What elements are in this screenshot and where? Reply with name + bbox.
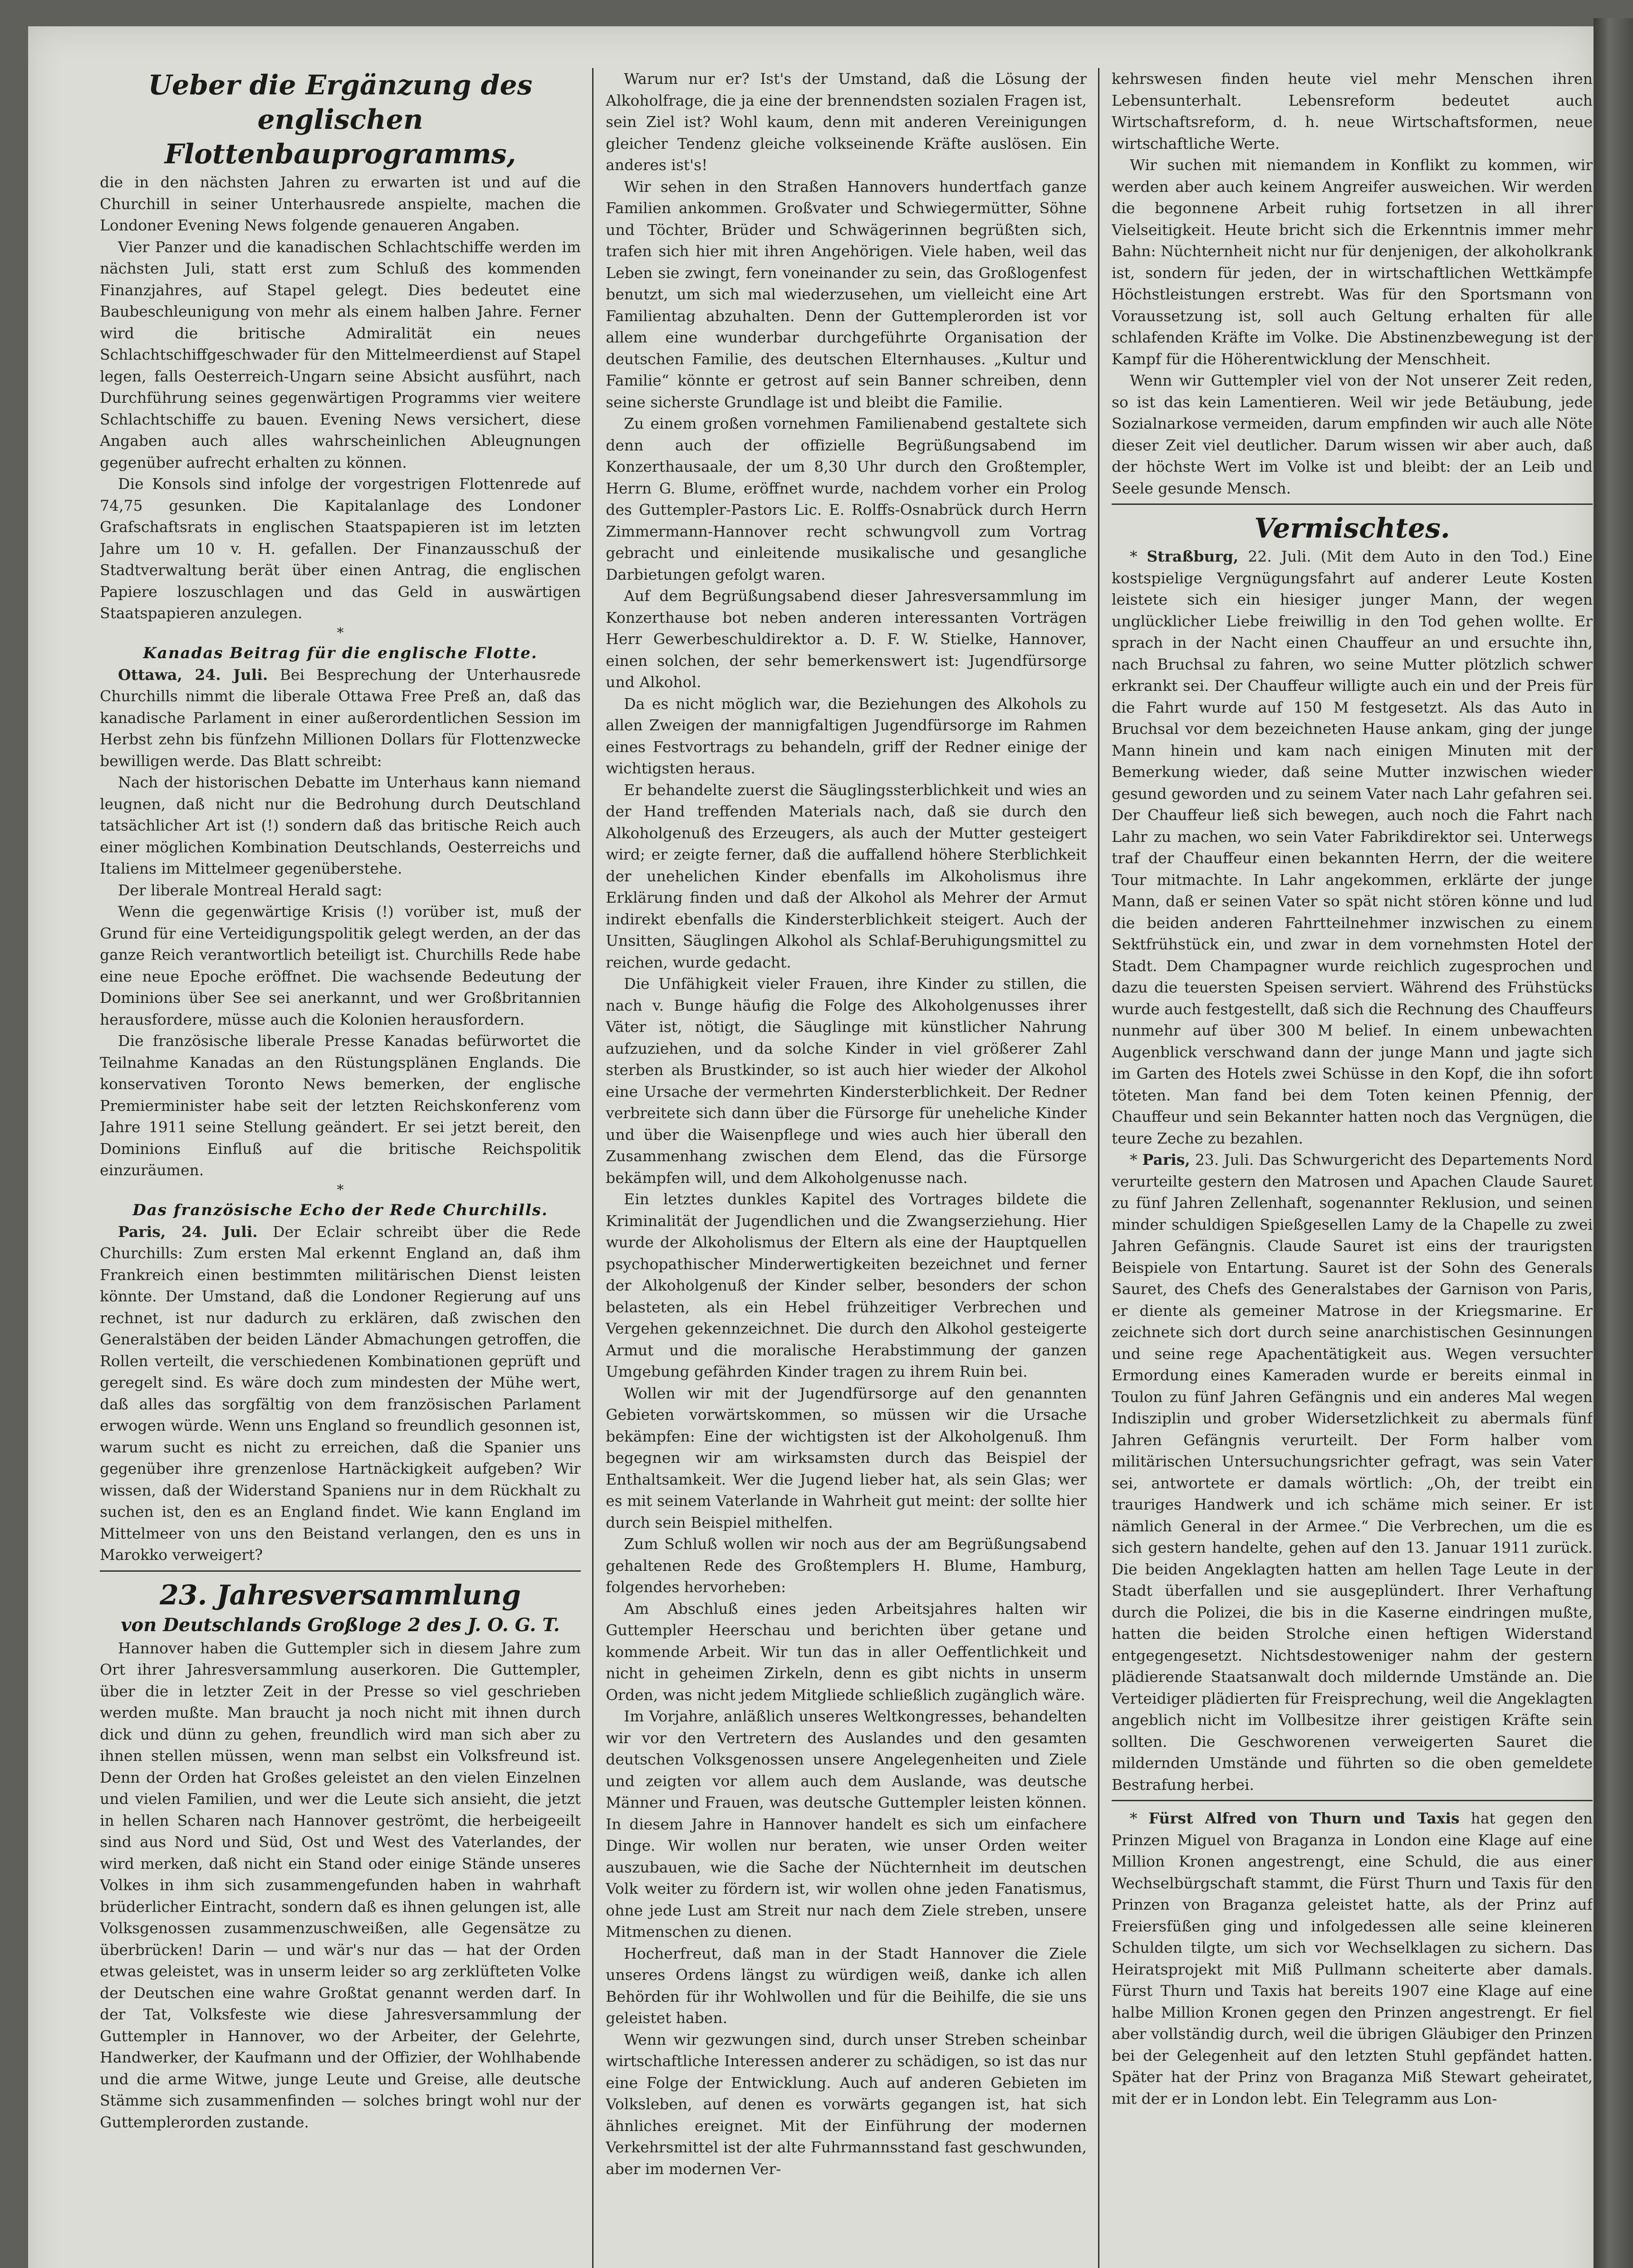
dateline: Paris, 24. Juli.	[118, 1222, 258, 1241]
column-divider	[1098, 68, 1099, 2268]
paragraph: Zum Schluß wollen wir noch aus der am Begrüßungsabend gehaltenen Rede des Großtemplers H. Blume, Hamburg, folgendes hervorheben:	[606, 1535, 1087, 1596]
column-middle	[606, 68, 1087, 2268]
dateline: Ottawa, 24. Juli.	[118, 665, 268, 684]
news-item: * Paris, 23. Juli. Das Schwurgericht des Departements Nord verurteilte gestern den Matrosen und Apachen Claude Sauret zu fünf Jahren Zellenhaft, sogenannter Reklusion, und seinen minder schuldigen Spießgesellen Lamy de la Chapelle zu zwei Jahren Gefängnis. Claude Sauret ist eins der traurigsten Beispiele von Entartung. Sauret ist der Sohn des Generals Sauret, des Chefs des Generalstabes der Garnison von Paris, er diente als gemeiner Matrose in der Kriegsmarine. Er zeichnete sich dort durch seine anarchistischen Gesinnungen und seine rege Apachentätigkeit aus. Wegen versuchter Ermordung eines Kameraden wurde er bereits einmal in Toulon zu fünf Jahren Gefängnis und ein anderes Mal wegen Indisziplin und grober Widersetzlichkeit zu abermals fünf Jahren Gefängnis verurteilt. Der Form halber vom militärischen Untersuchungsrichter gefragt, was sein Vater sei, antwortete er damals wörtlich: „Oh, der treibt ein trauriges Handwerk und ich schäme mich seiner. Er ist nämlich General in der Armee.“ Die Verbrechen, um die es sich gestern handelte, gehen auf den 13. Januar 1911 zurück. Die beiden Angeklagten hatten am hellen Tage Leute in der Stadt überfallen und sie ausgeplündert. Ihrer Verhaftung durch die Polizei, die bis in die Kaserne eindringen mußte, hatten die beiden Strolche einen heftigen Widerstand entgegengesetzt. Nichtsdestoweniger nahm der gestern plädierende Staatsanwalt doch mildernde Umstände an. Die Verteidiger plädierten für Freisprechung, weil die Angeklagten angeblich nicht im Vollbesitze ihrer geistigen Kräfte sein sollten. Die Geschworenen verweigerten Sauret die mildernden Umstände und führten so die oben gemeldete Bestrafung herbei.	[1112, 1151, 1593, 1794]
paragraph: Die Unfähigkeit vieler Frauen, ihre Kinder zu stillen, die nach v. Bunge häufig die Folge des Alkoholgenusses ihrer Väter ist, nötigt, die Säuglinge mit künstlicher Nahrung aufzuziehen, und da solche Kinder in viel größerer Zahl sterben als Brustkinder, so ist auch hier wieder der Alkohol eine Ursache der vermehrten Kindersterblichkeit. Der Redner verbreitete sich dann über die Fürsorge für uneheliche Kinder und über die Waisenpflege und wies auch hier überall den Zusammenhang zwischen dem Elend, das die Fürsorge bekämpfen will, und dem Alkoholgenusse nach.	[606, 975, 1087, 1187]
paragraph: Warum nur er? Ist's der Umstand, daß die Lösung der Alkoholfrage, die ja eine der brennendsten sozialen Fragen ist, sein Ziel ist? Wohl kaum, denn mit anderen Vereinigungen gleicher Tendenz gleiche volkseinende Kräfte auslösen. Ein anderes ist's!	[606, 70, 1087, 174]
paragraph-text: Der Eclair schreibt über die Rede Churchills: Zum ersten Mal erkennt England an, daß ihm Frankreich einen bestimmten militärischen Dienst leisten könnte. Der Umstand, daß die Londoner Regierung auf uns rechnet, ist nur dadurch zu erklären, daß zwischen den Generalstäben der beiden Länder Abmachungen getroffen, die Rollen verteilt, die verschiedenen Kombinationen geprüft und geregelt sind. Es wäre doch zum mindesten der Mühe wert, daß alles das sorgfältig von dem französischen Parlament erwogen würde. Wenn uns England so freundlich gesonnen ist, warum sucht es nicht zu erreichen, daß die Spanier uns gegenüber ihre grenzenlose Hartnäckigkeit aufgeben? Wir wissen, daß der Widerstand Spaniens nur in dem Rückhalt zu suchen ist, den es an England findet. Wie kann England im Mittelmeer von uns den Beistand verlangen, den es uns in Marokko verweigert?	[100, 1222, 581, 1564]
separator-star: *	[337, 625, 344, 641]
paragraph	[100, 1221, 581, 1566]
news-lead: Straßburg,	[1147, 547, 1239, 565]
article-subtitle-grossloge: von Deutschlands Großloge 2 des J. O. G. T.	[121, 1614, 560, 1636]
article-title-kanada: Kanadas Beitrag für die englische Flotte.	[143, 644, 538, 662]
separator-star: *	[337, 1182, 344, 1198]
news-text: 22. Juli. (Mit dem Auto in den Tod.) Eine kostspielige Vergnügungsfahrt auf anderer Leute Kosten leistete sich ein hiesiger junger Mann, der wegen unglücklicher Liebe freiwillig in den Tod gehen wollte. Er sprach in der Nacht einen Chauffeur an und ersuchte ihn, nach Bruchsal zu fahren, wo seine Mutter plötzlich schwer erkrankt sei. Der Chauffeur willigte auch ein und der Preis für die Fahrt wurde auf 150 M festgesetzt. Als das Auto in Bruchsal vor dem bezeichneten Hause ankam, ging der junge Mann hinein und kam nach einigen Minuten mit der Bemerkung wieder, daß seine Mutter inzwischen wieder gesund geworden und zu seinem Vater nach Lahr gefahren sei. Der Chauffeur ließ sich bewegen, auch noch die Fahrt nach Lahr zu machen, wo sein Vater Fabrikdirektor sei. Unterwegs traf der Chauffeur einen bekannten Herrn, der die weitere Tour mitmachte. In Lahr angekommen, erklärte der junge Mann, daß er seinen Vater so spät nicht stören könne und lud die beiden anderen Fahrtteilnehmer inzwischen zu einem Sektfrühstück ein, und zwar in dem vornehmsten Hotel der Stadt. Dem Champagner wurde reichlich zugesprochen und dazu die teuersten Speisen serviert. Während des Frühstücks wurde auch festgestellt, daß sich die Rechnung des Chauffeurs nunmehr auf über 300 M belief. In einem unbewachten Augenblick verschwand dann der junge Mann und jagte sich im Garten des Hotels zwei Schüsse in den Kopf, die ihn sofort töteten. Man fand bei dem Toten keinen Pfennig, der Chauffeur und sein Bekannter hatten noch das Vergnügen, die teure Zeche zu bezahlen.	[1112, 547, 1593, 1147]
paragraph: Vier Panzer und die kanadischen Schlachtschiffe werden im nächsten Juli, statt erst zum Schluß des kommenden Finanzjahres, auf Stapel gelegt. Dies bedeutet eine Baubeschleunigung von mehr als einem halben Jahre. Ferner wird die britische Admiralität ein neues Schlachtschiffgeschwader für den Mittelmeerdienst auf Stapel legen, falls Oesterreich-Ungarn seine Absicht ausführt, nach Durchführung seines gegenwärtigen Programms vier weitere Schlachtschiffe zu bauen. Evening News versichert, diese Angaben auch alles wahrscheinlichen Ableugnungen gegenüber aufrecht erhalten zu können.	[100, 238, 581, 471]
article-title-echo: Das französische Echo der Rede Churchills.	[132, 1201, 548, 1219]
paragraph	[100, 664, 581, 772]
paragraph: kehrswesen finden heute viel mehr Menschen ihren Lebensunterhalt. Lebensreform bedeutet auch Wirtschaftsreform, d. h. neue Wirtschaftsformen, neue wirtschaftliche Werte.	[1112, 70, 1593, 152]
paragraph: Hannover haben die Guttempler sich in diesem Jahre zum Ort ihrer Jahresversammlung auserkoren. Die Guttempler, über die in letzter Zeit in der Presse so viel geschrieben werden mußte. Man braucht ja noch nicht mit ihnen durch dick und dünn zu gehen, freundlich wird man sich aber zu ihnen stellen müssen, wenn man selbst ein Volksfreund ist. Denn der Orden hat Großes geleistet an den vielen Einzelnen und vielen Familien, und wer die Leute sich ansieht, die jetzt in hellen Scharen nach Hannover geströmt, die herbeigeeilt sind aus Nord und Süd, Ost und West des Vaterlandes, der wird merken, daß nicht ein Stand oder einige Stände unseres Volkes in ihm sich zusammengefunden haben in wahrhaft brüderlicher Eintracht, sondern daß es ihnen gelungen ist, alle Volksgenossen zusammenzuschweißen, alle Gegensätze zu überbrücken! Darin — und wär's nur das — hat der Orden etwas geleistet, was in unserm leider so arg zerklüfteten Volke der Deutschen eine wahre Großtat genannt werden darf. In der Tat, Volksfeste wie diese Jahresversammlung der Guttempler in Hannover, wo der Arbeiter, der Gelehrte, Handwerker, der Kaufmann und der Offizier, der Wohlhabende und die arme Witwe, junge Leute und Greise, alle deutsche Stämme sich zusammenfinden — solches bringt wohl nur der Guttemplerorden zustande.	[100, 1639, 581, 2131]
column-left	[100, 68, 581, 2268]
horizontal-rule	[1112, 503, 1593, 505]
paragraph: Im Vorjahre, anläßlich unseres Weltkongresses, behandelten wir vor den Vertretern des Auslandes und den gesamten deutschen Volksgenossen unsere Angelegenheiten und Ziele und zeigten vor allem auch dem Auslande, was deutsche Männer und Frauen, was deutsche Guttempler leisten können. In diesem Jahre in Hannover handelt es sich um einfachere Dinge. Wir wollen nur beraten, wie unser Orden weiter auszubauen, wie die Sache der Nüchternheit im deutschen Volk weiter zu fördern ist, wir wollen ohne jeden Fanatismus, ohne jede Lust am Streit nur nach dem Ziele streben, unsere Mitmenschen zu dienen.	[606, 1707, 1087, 1941]
paragraph-text: Bei Besprechung der Unterhausrede Churchills nimmt die liberale Ottawa Free Preß an, daß das kanadische Parlament in einer außerordentlichen Session im Herbst zehn bis fünfzehn Millionen Dollars für Flottenzwecke bewilligen werde. Das Blatt schreibt:	[100, 665, 581, 770]
paragraph: Da es nicht möglich war, die Beziehungen des Alkohols zu allen Zweigen der mannigfaltigen Jugendfürsorge im Rahmen eines Festvortrags zu behandeln, griff der Redner einige der wichtigsten heraus.	[606, 694, 1087, 777]
paragraph: Er behandelte zuerst die Säuglingssterblichkeit und wies an der Hand treffenden Materials nach, daß sie durch den Alkoholgenuß des Erzeugers, als auch der Mutter gesteigert wird; er zeigte ferner, daß die auffallend höhere Sterblichkeit der unehelichen Kinder ebenfalls im Alkoholismus ihre Erklärung finden und daß der Alkohol als Mehrer der Armut indirekt ebenfalls die Kindersterblichkeit steigert. Auch der Unsitten, Säuglingen Alkohol als Schlaf-Beruhigungsmittel zu reichen, wurde gedacht.	[606, 781, 1087, 971]
column-right	[1112, 68, 1593, 2268]
paragraph: Wir sehen in den Straßen Hannovers hundertfach ganze Familien ankommen. Großvater und Schwiegermütter, Söhne und Töchter, Brüder und Schwägerinnen begrüßten sich, trafen sich hier mit ihren Angehörigen. Viele haben, weil das Leben sie zwingt, fern voneinander zu sein, das Großlogenfest benutzt, um sich mal wiederzusehen, um vielleicht eine Art Familientag abzuhalten. Denn der Guttemplerorden ist vor allem eine wunderbar durchgeführte Organisation der deutschen Familie, des deutschen Elternhauses. „Kultur und Familie“ könnte er getrost auf sein Banner schreiben, denn seine sicherste Grundlage ist und bleibt die Familie.	[606, 177, 1087, 411]
news-lead: Paris,	[1142, 1151, 1190, 1168]
paragraph: Wenn wir gezwungen sind, durch unser Streben scheinbar wirtschaftliche Interessen anderer zu schädigen, so ist das nur eine Folge der Entwicklung. Auch auf anderen Gebieten im Volksleben, auf denen es vorwärts gegangen ist, hat sich ähnliches ereignet. Mit der Einführung der modernen Verkehrsmittel ist der alte Fuhrmannsstand fast geschwunden, aber im modernen Ver-	[606, 2030, 1087, 2178]
news-text: 23. Juli. Das Schwurgericht des Departements Nord verurteilte gestern den Matrosen und Apachen Claude Sauret zu fünf Jahren Zellenhaft, sogenannter Reklusion, und seinen minder schuldigen Spießgesellen Lamy de la Chapelle zu zwei Jahren Gefängnis. Claude Sauret ist eins der traurigsten Beispiele von Entartung. Sauret ist der Sohn des Generals Sauret, des Chefs des Generalstabes der Garnison von Paris, er diente als gemeiner Matrose in der Kriegsmarine. Er zeichnete sich dort durch seine anarchistischen Gesinnungen und seine rege Apachentätigkeit aus. Wegen versuchter Ermordung eines Kameraden wurde er bereits einmal in Toulon zu fünf Jahren Gefängnis und ein anderes Mal wegen Indisziplin und grober Widersetzlichkeit zu abermals fünf Jahren Gefängnis verurteilt. Der Form halber vom militärischen Untersuchungsrichter gefragt, was sein Vater sei, antwortete er damals wörtlich: „Oh, der treibt ein trauriges Handwerk und ich schäme mich seiner. Er ist nämlich General in der Armee.“ Die Verbrechen, um die es sich gestern handelte, gehen auf den 13. Januar 1911 zurück. Die beiden Angeklagten hatten am hellen Tage Leute in der Stadt überfallen und sie ausgeplündert. Ihrer Verhaftung durch die Polizei, die bis in die Kaserne eindringen mußte, hatten die beiden Strolche einen heftigen Widerstand entgegengesetzt. Nichtsdestoweniger nahm der gestern plädierende Staatsanwalt doch mildernde Umstände an. Die Verteidiger plädierten für Freisprechung, weil die Angeklagten angeblich nicht im Vollbesitze ihrer geistigen Kräfte sein sollten. Die Geschworenen verweigerten Sauret die mildernden Umstände und führten so die oben gemeldete Bestrafung herbei.	[1112, 1151, 1593, 1794]
horizontal-rule	[1112, 1800, 1593, 1801]
paragraph: Ein letztes dunkles Kapitel des Vortrages bildete die Kriminalität der Jugendlichen und die Zwangserziehung. Hier wurde der Alkoholismus der Eltern als eine der Hauptquellen psychopathischer Minderwertigkeiten bezeichnet und ferner der Alkoholgenuß der Kinder selber, besonders der schon belasteten, als ein Hebel frühzeitiger Verbrechen und Vergehen gekennzeichnet. Die durch den Alkohol gesteigerte Armut und die moralische Herabstimmung der ganzen Umgebung gefährden Kinder tragen zu ihrem Ruin bei.	[606, 1190, 1087, 1380]
article-title-flottenbauprogramm: Ueber die Ergänzung des englischen Flottenbauprogramms,	[148, 69, 533, 170]
news-text: hat gegen den Prinzen Miguel von Braganza in London eine Klage auf eine Million Kronen angestrengt, eine Schuld, die aus einer Wechselbürgschaft stammt, die Fürst Thurn und Taxis für den Prinzen von Braganza geleistet hatte, als der Prinz auf Freiersfüßen ging und infolgedessen alle seine kleineren Schulden tilgte, um sich vor Wechselklagen zu sichern. Das Heiratsprojekt mit Miß Pullmann scheiterte aber damals. Fürst Thurn und Taxis hat bereits 1907 eine Klage auf eine halbe Million Kronen gegen den Prinzen angestrengt. Er fiel aber vollständig durch, weil die übrigen Gläubiger den Prinzen bei der Gelegenheit auf den letzten Stuhl gepfändet hatten. Später hat der Prinz von Braganza Miß Stewart geheiratet, mit der er in London lebt. Ein Telegramm aus Lon-	[1112, 1809, 1593, 2107]
paragraph: Der liberale Montreal Herald sagt:	[118, 881, 383, 899]
paragraph: Hocherfreut, daß man in der Stadt Hannover die Ziele unseres Ordens längst zu würdigen weiß, danke ich allen Behörden für ihr Wohlwollen und für die Beihilfe, die sie uns geleistet haben.	[606, 1944, 1087, 2027]
paragraph: Nach der historischen Debatte im Unterhaus kann niemand leugnen, daß nicht nur die Bedrohung durch Deutschland tatsächlicher Art ist (!) sondern daß das britische Reich auch einer möglichen Kombination Deutschlands, Oesterreichs und Italiens im Mittelmeer gegenüberstehe.	[100, 773, 581, 877]
paragraph: Zu einem großen vornehmen Familienabend gestaltete sich denn auch der offizielle Begrüßungsabend im Konzerthausaale, der um 8,30 Uhr durch den Großtempler, Herrn G. Blume, eröffnet wurde, nachdem vorher ein Prolog des Guttempler-Pastors Lic. E. Rolffs-Osnabrück durch Herrn Zimmermann-Hannover recht schwungvoll zum Vortrag gebracht und einleitende musikalische und gesangliche Darbietungen gefolgt waren.	[606, 415, 1087, 583]
news-item: * Straßburg, 22. Juli. (Mit dem Auto in den Tod.) Eine kostspielige Vergnügungsfahrt auf anderer Leute Kosten leistete sich ein hiesiger junger Mann, der wegen unglücklicher Liebe freiwillig in den Tod gehen wollte. Er sprach in der Nacht einen Chauffeur an und ersuchte ihn, nach Bruchsal zu fahren, wo seine Mutter plötzlich schwer erkrankt sei. Der Chauffeur willigte auch ein und der Preis für die Fahrt wurde auf 150 M festgesetzt. Als das Auto in Bruchsal vor dem bezeichneten Hause ankam, ging der junge Mann hinein und kam nach einigen Minuten mit der Bemerkung wieder, daß seine Mutter inzwischen wieder gesund geworden und zu seinem Vater nach Lahr gefahren sei. Der Chauffeur ließ sich bewegen, auch noch die Fahrt nach Lahr zu machen, wo sein Vater Fabrikdirektor sei. Unterwegs traf der Chauffeur einen bekannten Herrn, der die weitere Tour mitmachte. In Lahr angekommen, erklärte der junge Mann, daß er seinen Vater so spät nicht stören könne und lud die beiden anderen Fahrtteilnehmer inzwischen zu einem Sektfrühstück ein, und zwar in dem vornehmsten Hotel der Stadt. Dem Champagner wurde reichlich zugesprochen und dazu die teuersten Speisen serviert. Während des Frühstücks wurde auch festgestellt, daß sich die Rechnung des Chauffeurs nunmehr auf über 300 M belief. In einem unbewachten Augenblick verschwand dann der junge Mann und jagte sich im Garten des Hotels zwei Schüsse in den Kopf, die ihn sofort töteten. Man fand bei dem Toten keinen Pfennig, der Chauffeur und sein Bekannter hatten noch das Vergnügen, die teure Zeche zu bezahlen.	[1112, 547, 1593, 1147]
paragraph: Wenn die gegenwärtige Krisis (!) vorüber ist, muß der Grund für eine Verteidigungspolitik gelegt werden, an der das ganze Reich verantwortlich beteiligt ist. Churchills Rede habe eine neue Epoche eröffnet. Die wachsende Bedeutung der Dominions über See sei anerkannt, und wer Großbritannien herausfordere, müsse auch die Kolonien herausfordern.	[100, 903, 581, 1028]
horizontal-rule	[100, 1570, 581, 1572]
article-title-jahresversammlung: 23. Jahresversammlung	[160, 1579, 521, 1611]
paragraph: die in den nächsten Jahren zu erwarten ist und auf die Churchill in seiner Unterhausrede anspielte, machen die Londoner Evening News folgende genaueren Angaben.	[100, 173, 581, 234]
scan-edge	[1594, 18, 1633, 2268]
paragraph: Wir suchen mit niemandem in Konflikt zu kommen, wir werden aber auch keinem Angreifer ausweichen. Wir werden die begonnene Arbeit ruhig fortsetzen in all ihrer Vielseitigkeit. Heute bricht sich die Erkenntnis immer mehr Bahn: Nüchternheit nicht nur für denjenigen, der alkoholkrank ist, sondern für jeden, der in wirtschaftlichen Wettkämpfe Höchstleistungen erstrebt. Was für den Sportsmann von Voraussetzung ist, soll auch Geltung erhalten für alle schlafenden Kräfte im Volke. Die Abstinenzbewegung ist der Kampf für die Höherentwicklung der Menschheit.	[1112, 156, 1593, 368]
paragraph: Am Abschluß eines jeden Arbeitsjahres halten wir Guttempler Heerschau und berichten über getane und kommende Arbeit. Wir tun das in aller Oeffentlichkeit und nicht in geheimen Zirkeln, denn es gibt nichts in unserm Orden, was nicht jedem Mitgliede schließlich zugänglich wäre.	[606, 1599, 1087, 1704]
section-title-vermischtes: Vermischtes.	[1254, 513, 1450, 544]
column-divider	[592, 68, 593, 2268]
paragraph: Die Konsols sind infolge der vorgestrigen Flottenrede auf 74,75 gesunken. Die Kapitalanlage des Londoner Grafschaftsrats in englischen Staatspapieren ist im letzten Jahre um 10 v. H. gefallen. Der Finanzausschuß der Stadtverwaltung berät über einen Antrag, die englischen Papiere loszuschlagen und das Geld in auswärtigen Staatspapieren anzulegen.	[100, 475, 581, 622]
paragraph: Wollen wir mit der Jugendfürsorge auf den genannten Gebieten vorwärtskommen, so müssen wir die Ursache bekämpfen: Eine der wichtigsten ist der Alkoholgenuß. Ihm begegnen wir am wirksamsten durch das Beispiel der Enthaltsamkeit. Wer die Jugend lieber hat, als sein Glas; wer es mit seinem Vaterlande in Wahrheit gut meint: der sollte hier durch sein Beispiel mithelfen.	[606, 1384, 1087, 1531]
paragraph: Wenn wir Guttempler viel von der Not unserer Zeit reden, so ist das kein Lamentieren. Weil wir jede Betäubung, jede Sozialnarkose vermeiden, darum empfinden wir auch alle Nöte dieser Zeit viel deutlicher. Darum wissen wir aber auch, daß der höchste Wert im Volke ist und bleibt: der an Leib und Seele gesunde Mensch.	[1112, 371, 1593, 497]
news-lead: Fürst Alfred von Thurn und Taxis	[1148, 1809, 1460, 1827]
paragraph: Die französische liberale Presse Kanadas befürwortet die Teilnahme Kanadas an den Rüstungsplänen Englands. Die konservativen Toronto News bemerken, der englische Premierminister habe seit der letzten Reichskonferenz vom Jahre 1911 seine Stellung geändert. Er sei jetzt bereit, den Dominions Einfluß auf die britische Reichspolitik einzuräumen.	[100, 1032, 581, 1179]
paragraph: Auf dem Begrüßungsabend dieser Jahresversammlung im Konzerthause bot neben anderen interessanten Vorträgen Herr Gewerbeschuldirektor a. D. F. W. Stielke, Hannover, einen solchen, der sehr bemerkenswert ist: Jugendfürsorge und Alkohol.	[606, 587, 1087, 691]
news-item: * Fürst Alfred von Thurn und Taxis hat gegen den Prinzen Miguel von Braganza in London eine Klage auf eine Million Kronen angestrengt, eine Schuld, die aus einer Wechselbürgschaft stammt, die Fürst Thurn und Taxis für den Prinzen von Braganza geleistet hatte, als der Prinz auf Freiersfüßen ging und infolgedessen alle seine kleineren Schulden tilgte, um sich vor Wechselklagen zu sichern. Das Heiratsprojekt mit Miß Pullmann scheiterte aber damals. Fürst Thurn und Taxis hat bereits 1907 eine Klage auf eine halbe Million Kronen gegen den Prinzen angestrengt. Er fiel aber vollständig durch, weil die übrigen Gläubiger den Prinzen bei der Gelegenheit auf den letzten Stuhl gepfändet hatten. Später hat der Prinz von Braganza Miß Stewart geheiratet, mit der er in London lebt. Ein Telegramm aus Lon-	[1112, 1809, 1593, 2107]
